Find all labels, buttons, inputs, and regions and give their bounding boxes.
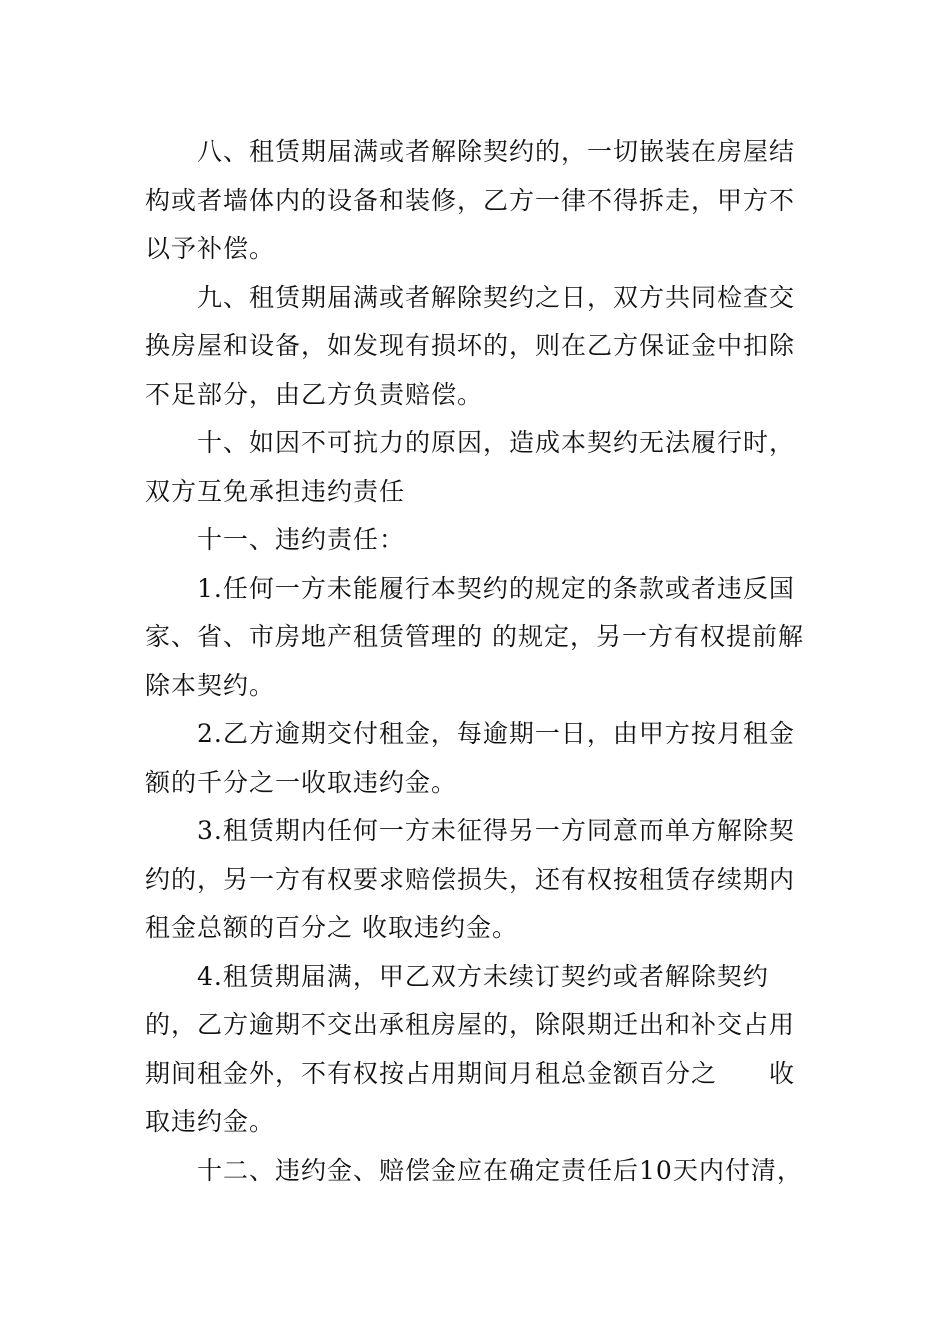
paragraph-clause-9: 九、租赁期届满或者解除契约之日，双方共同检查交换房屋和设备，如发现有损坏的，则在乙方保证金中扣除不足部分，由乙方负责赔偿。 bbox=[145, 282, 796, 409]
paragraph-clause-10: 十、如因不可抗力的原因，造成本契约无法履行时，双方互免承担违约责任 bbox=[145, 428, 796, 506]
paragraph-clause-11-item-4: 4.租赁期届满，甲乙双方未续订契约或者解除契约的，乙方逾期不交出承租房屋的，除限期迁出和补交占用期间租金外，不有权按占用期间月租总金额百分之 收取违约金。 bbox=[145, 961, 796, 1136]
paragraph-clause-11-item-1: 1.任何一方未能履行本契约的规定的条款或者违反国家、省、市房地产租赁管理的 的规定，另一方有权提前解除本契约。 bbox=[145, 573, 804, 700]
paragraph-clause-11-item-2: 2.乙方逾期交付租金，每逾期一日，由甲方按月租金额的千分之一收取违约金。 bbox=[145, 719, 795, 797]
paragraph-clause-8: 八、租赁期届满或者解除契约的，一切嵌装在房屋结构或者墙体内的设备和装修，乙方一律不得拆走，甲方不以予补偿。 bbox=[145, 137, 796, 263]
paragraph-clause-11-heading: 十一、违约责任： bbox=[197, 525, 406, 554]
paragraph-clause-12: 十二、违约金、赔偿金应在确定责任后10天内付清， bbox=[197, 1155, 803, 1185]
paragraph-clause-11-item-3: 3.租赁期内任何一方未征得另一方同意而单方解除契约的，另一方有权要求赔偿损失，还有权按租赁存续期内租金总额的百分之 收取违约金。 bbox=[145, 816, 796, 942]
document-body bbox=[145, 128, 810, 1195]
